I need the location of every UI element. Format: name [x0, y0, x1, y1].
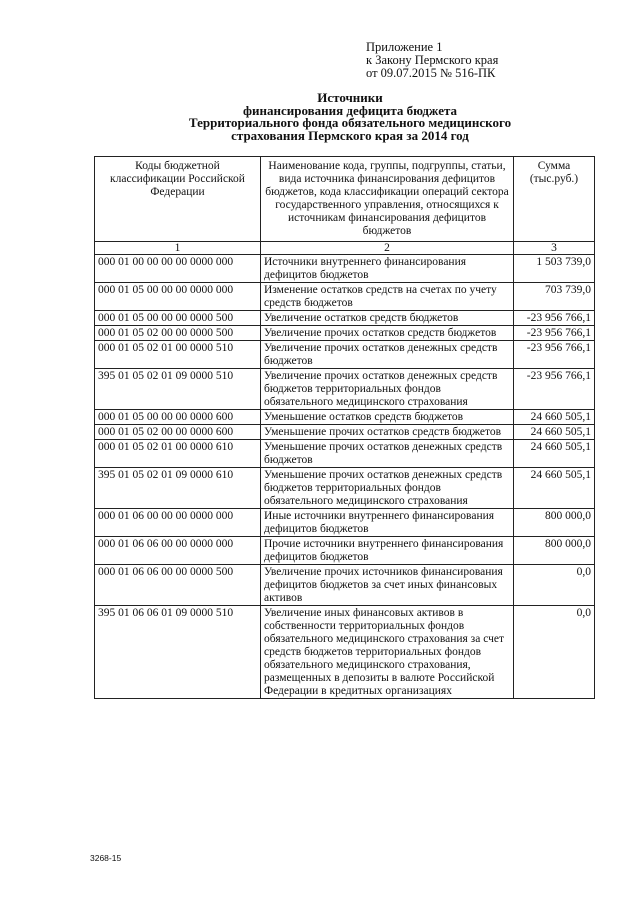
- table-row: [95, 425, 595, 440]
- row-name: Увеличение прочих остатков денежных средств бюджетов: [261, 341, 514, 369]
- row-name: Увеличение прочих источников финансирования дефицитов бюджетов за счет иных финансовых активов: [261, 565, 514, 606]
- row-code: 000 01 05 02 00 00 0000 600: [95, 425, 261, 440]
- title-line-1: Источники: [317, 90, 383, 105]
- row-code: 000 01 06 06 00 00 0000 000: [95, 537, 261, 565]
- row-code: 000 01 06 06 00 00 0000 500: [95, 565, 261, 606]
- row-name: Прочие источники внутреннего финансирования дефицитов бюджетов: [261, 537, 514, 565]
- appendix-line-1: Приложение 1: [366, 40, 443, 54]
- title-line-3: Территориального фонда обязательного медицинского: [188, 115, 512, 130]
- table-row: [95, 369, 595, 410]
- row-amount: 703 739,0: [514, 283, 595, 311]
- header-amount: Сумма (тыс.руб.): [514, 157, 595, 242]
- row-code: 000 01 06 00 00 00 0000 000: [95, 509, 261, 537]
- row-amount: -23 956 766,1: [514, 326, 595, 341]
- row-amount: 24 660 505,1: [514, 425, 595, 440]
- row-amount: 800 000,0: [514, 537, 595, 565]
- row-amount: 800 000,0: [514, 509, 595, 537]
- table-row: [95, 326, 595, 341]
- table-row: [95, 509, 595, 537]
- row-amount: -23 956 766,1: [514, 341, 595, 369]
- column-number-row: [95, 242, 595, 255]
- header-code: Коды бюджетной классификации Российской Федерации: [95, 157, 261, 242]
- row-name: Увеличение иных финансовых активов в собственности территориальных фондов обязательного медицинского страхования за счет средств бюджетов территориальных фондов обязательного медицинского страхования, размещенных в депозиты в валюте Российской Федерации в кредитных организациях: [261, 606, 514, 699]
- row-amount: 1 503 739,0: [514, 255, 595, 283]
- column-number-2: 2: [261, 242, 514, 255]
- document-title: [100, 92, 600, 142]
- row-code: 000 01 00 00 00 00 0000 000: [95, 255, 261, 283]
- table-row: [95, 468, 595, 509]
- row-amount: 24 660 505,1: [514, 410, 595, 425]
- column-number-1: 1: [95, 242, 261, 255]
- row-amount: 24 660 505,1: [514, 440, 595, 468]
- row-name: Изменение остатков средств на счетах по учету средств бюджетов: [261, 283, 514, 311]
- table-row: [95, 283, 595, 311]
- table-row: [95, 410, 595, 425]
- row-name: Увеличение прочих остатков средств бюджетов: [261, 326, 514, 341]
- row-amount: -23 956 766,1: [514, 311, 595, 326]
- row-code: 000 01 05 02 00 00 0000 500: [95, 326, 261, 341]
- header-name: Наименование кода, группы, подгруппы, статьи, вида источника финансирования дефицитов бюджетов, кода классификации операций сектора государственного управления, относящихся к источникам финансирования дефицитов бюджетов: [261, 157, 514, 242]
- document-number-footer: 3268-15: [90, 853, 122, 863]
- row-name: Источники внутреннего финансирования дефицитов бюджетов: [261, 255, 514, 283]
- row-code: 395 01 06 06 01 09 0000 510: [95, 606, 261, 699]
- appendix-note: [366, 41, 626, 80]
- table-header-row: [95, 157, 595, 242]
- budget-sources-table: [94, 156, 595, 699]
- row-amount: -23 956 766,1: [514, 369, 595, 410]
- table-row: [95, 255, 595, 283]
- row-code: 000 01 05 00 00 00 0000 500: [95, 311, 261, 326]
- appendix-line-3: от 09.07.2015 № 516-ПК: [366, 66, 496, 80]
- row-amount: 0,0: [514, 606, 595, 699]
- row-code: 000 01 05 00 00 00 0000 000: [95, 283, 261, 311]
- row-name: Иные источники внутреннего финансирования дефицитов бюджетов: [261, 509, 514, 537]
- appendix-line-2: к Закону Пермского края: [366, 53, 499, 67]
- table-row: [95, 440, 595, 468]
- row-code: 395 01 05 02 01 09 0000 510: [95, 369, 261, 410]
- table-row: [95, 606, 595, 699]
- row-code: 395 01 05 02 01 09 0000 610: [95, 468, 261, 509]
- table-row: [95, 565, 595, 606]
- column-number-3: 3: [514, 242, 595, 255]
- row-name: Увеличение остатков средств бюджетов: [261, 311, 514, 326]
- row-name: Уменьшение прочих остатков средств бюджетов: [261, 425, 514, 440]
- row-name: Уменьшение остатков средств бюджетов: [261, 410, 514, 425]
- row-amount: 24 660 505,1: [514, 468, 595, 509]
- row-code: 000 01 05 02 01 00 0000 510: [95, 341, 261, 369]
- title-line-4: страхования Пермского края за 2014 год: [231, 127, 469, 143]
- title-line-2: финансирования дефицита бюджета: [242, 102, 458, 118]
- row-name: Увеличение прочих остатков денежных средств бюджетов территориальных фондов обязательного медицинского страхования: [261, 369, 514, 410]
- row-amount: 0,0: [514, 565, 595, 606]
- row-code: 000 01 05 00 00 00 0000 600: [95, 410, 261, 425]
- table-row: [95, 537, 595, 565]
- table-row: [95, 341, 595, 369]
- row-name: Уменьшение прочих остатков денежных средств бюджетов: [261, 440, 514, 468]
- row-code: 000 01 05 02 01 00 0000 610: [95, 440, 261, 468]
- table-row: [95, 311, 595, 326]
- row-name: Уменьшение прочих остатков денежных средств бюджетов территориальных фондов обязательного медицинского страхования: [261, 468, 514, 509]
